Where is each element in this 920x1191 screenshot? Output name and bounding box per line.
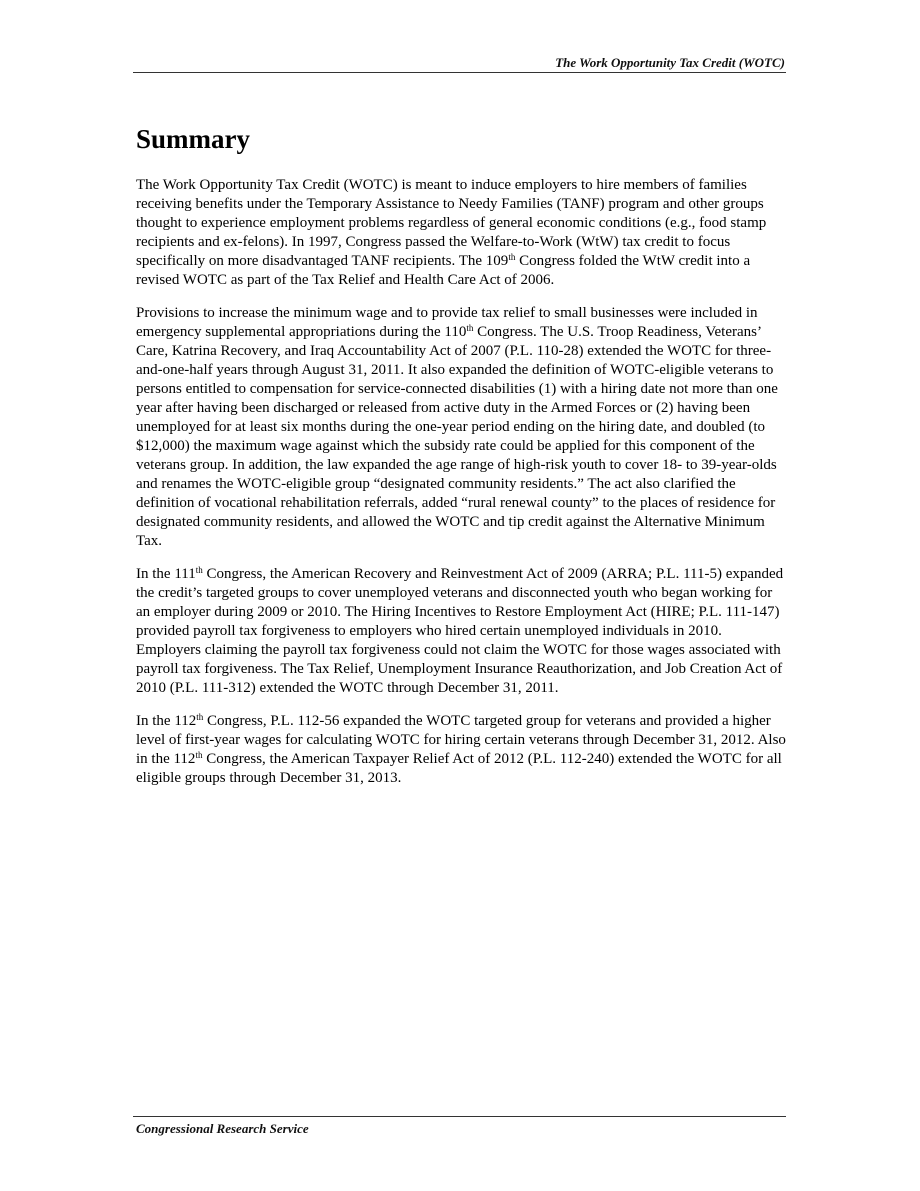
paragraph-4: In the 112th Congress, P.L. 112-56 expanded the WOTC targeted group for veterans and provided a higher level of first-year wages for calculating WOTC for hiring certain veterans through December 31, 2012. Also in the 112th Congress, the American Taxpayer Relief Act of 2012 (P.L. 112-240) extended the WOTC for all eligible groups through December 31, 2013. bbox=[136, 712, 786, 786]
paragraph-1: The Work Opportunity Tax Credit (WOTC) is meant to induce employers to hire members of families receiving benefits under the Temporary Assistance to Needy Families (TANF) program and other groups thought to experience employment problems regardless of general economic conditions (e.g., food stamp recipients and ex-felons). In 1997, Congress passed the Welfare-to-Work (WtW) tax credit to focus specifically on more disadvantaged TANF recipients. The 109th Congress folded the WtW credit into a revised WOTC as part of the Tax Relief and Health Care Act of 2006. bbox=[136, 177, 767, 288]
section-title: Summary bbox=[136, 124, 250, 154]
summary-body bbox=[136, 176, 787, 802]
footer-org: Congressional Research Service bbox=[136, 1121, 309, 1136]
superscript: th bbox=[196, 712, 204, 722]
superscript: th bbox=[195, 750, 203, 760]
superscript: th bbox=[195, 565, 203, 575]
superscript: th bbox=[508, 252, 516, 262]
running-header: The Work Opportunity Tax Credit (WOTC) bbox=[555, 55, 785, 70]
paragraph-3: In the 111th Congress, the American Recovery and Reinvestment Act of 2009 (ARRA; P.L. 111-5) expanded the credit’s targeted groups to cover unemployed veterans and disconnected youth who began working for an employer during 2009 or 2010. The Hiring Incentives to Restore Employment Act (HIRE; P.L. 111-147) provided payroll tax forgiveness to employers who hired certain unemployed individuals in 2010. Employers claiming the payroll tax forgiveness could not claim the WOTC for those wages associated with payroll tax forgiveness. The Tax Relief, Unemployment Insurance Reauthorization, and Job Creation Act of 2010 (P.L. 111-312) extended the WOTC through December 31, 2011. bbox=[136, 565, 784, 696]
footer-rule bbox=[133, 1116, 786, 1117]
superscript: th bbox=[466, 323, 474, 333]
paragraph-2: Provisions to increase the minimum wage and to provide tax relief to small businesses were included in emergency supplemental appropriations during the 110th Congress. The U.S. Troop Readiness, Veterans’ Care, Katrina Recovery, and Iraq Accountability Act of 2007 (P.L. 110-28) extended the WOTC for three-and-one-half years through August 31, 2011. It also expanded the definition of WOTC-eligible veterans to persons entitled to compensation for service-connected disabilities (1) with a hiring date not more than one year after having been discharged or released from active duty in the Armed Forces or (2) having been unemployed for at least six months during the one-year period ending on the hiring date, and doubled (to $12,000) the maximum wage against which the subsidy rate could be applied for this component of the veterans group. In addition, the law expanded the age range of high-risk youth to cover 18- to 39-year-olds and renames the WOTC-eligible group “designated community residents.” The act also clarified the definition of vocational rehabilitation referrals, added “rural renewal county” to the places of residence for designated community residents, and allowed the WOTC and tip credit against the Alternative Minimum Tax. bbox=[136, 305, 778, 549]
header-rule bbox=[133, 72, 786, 73]
